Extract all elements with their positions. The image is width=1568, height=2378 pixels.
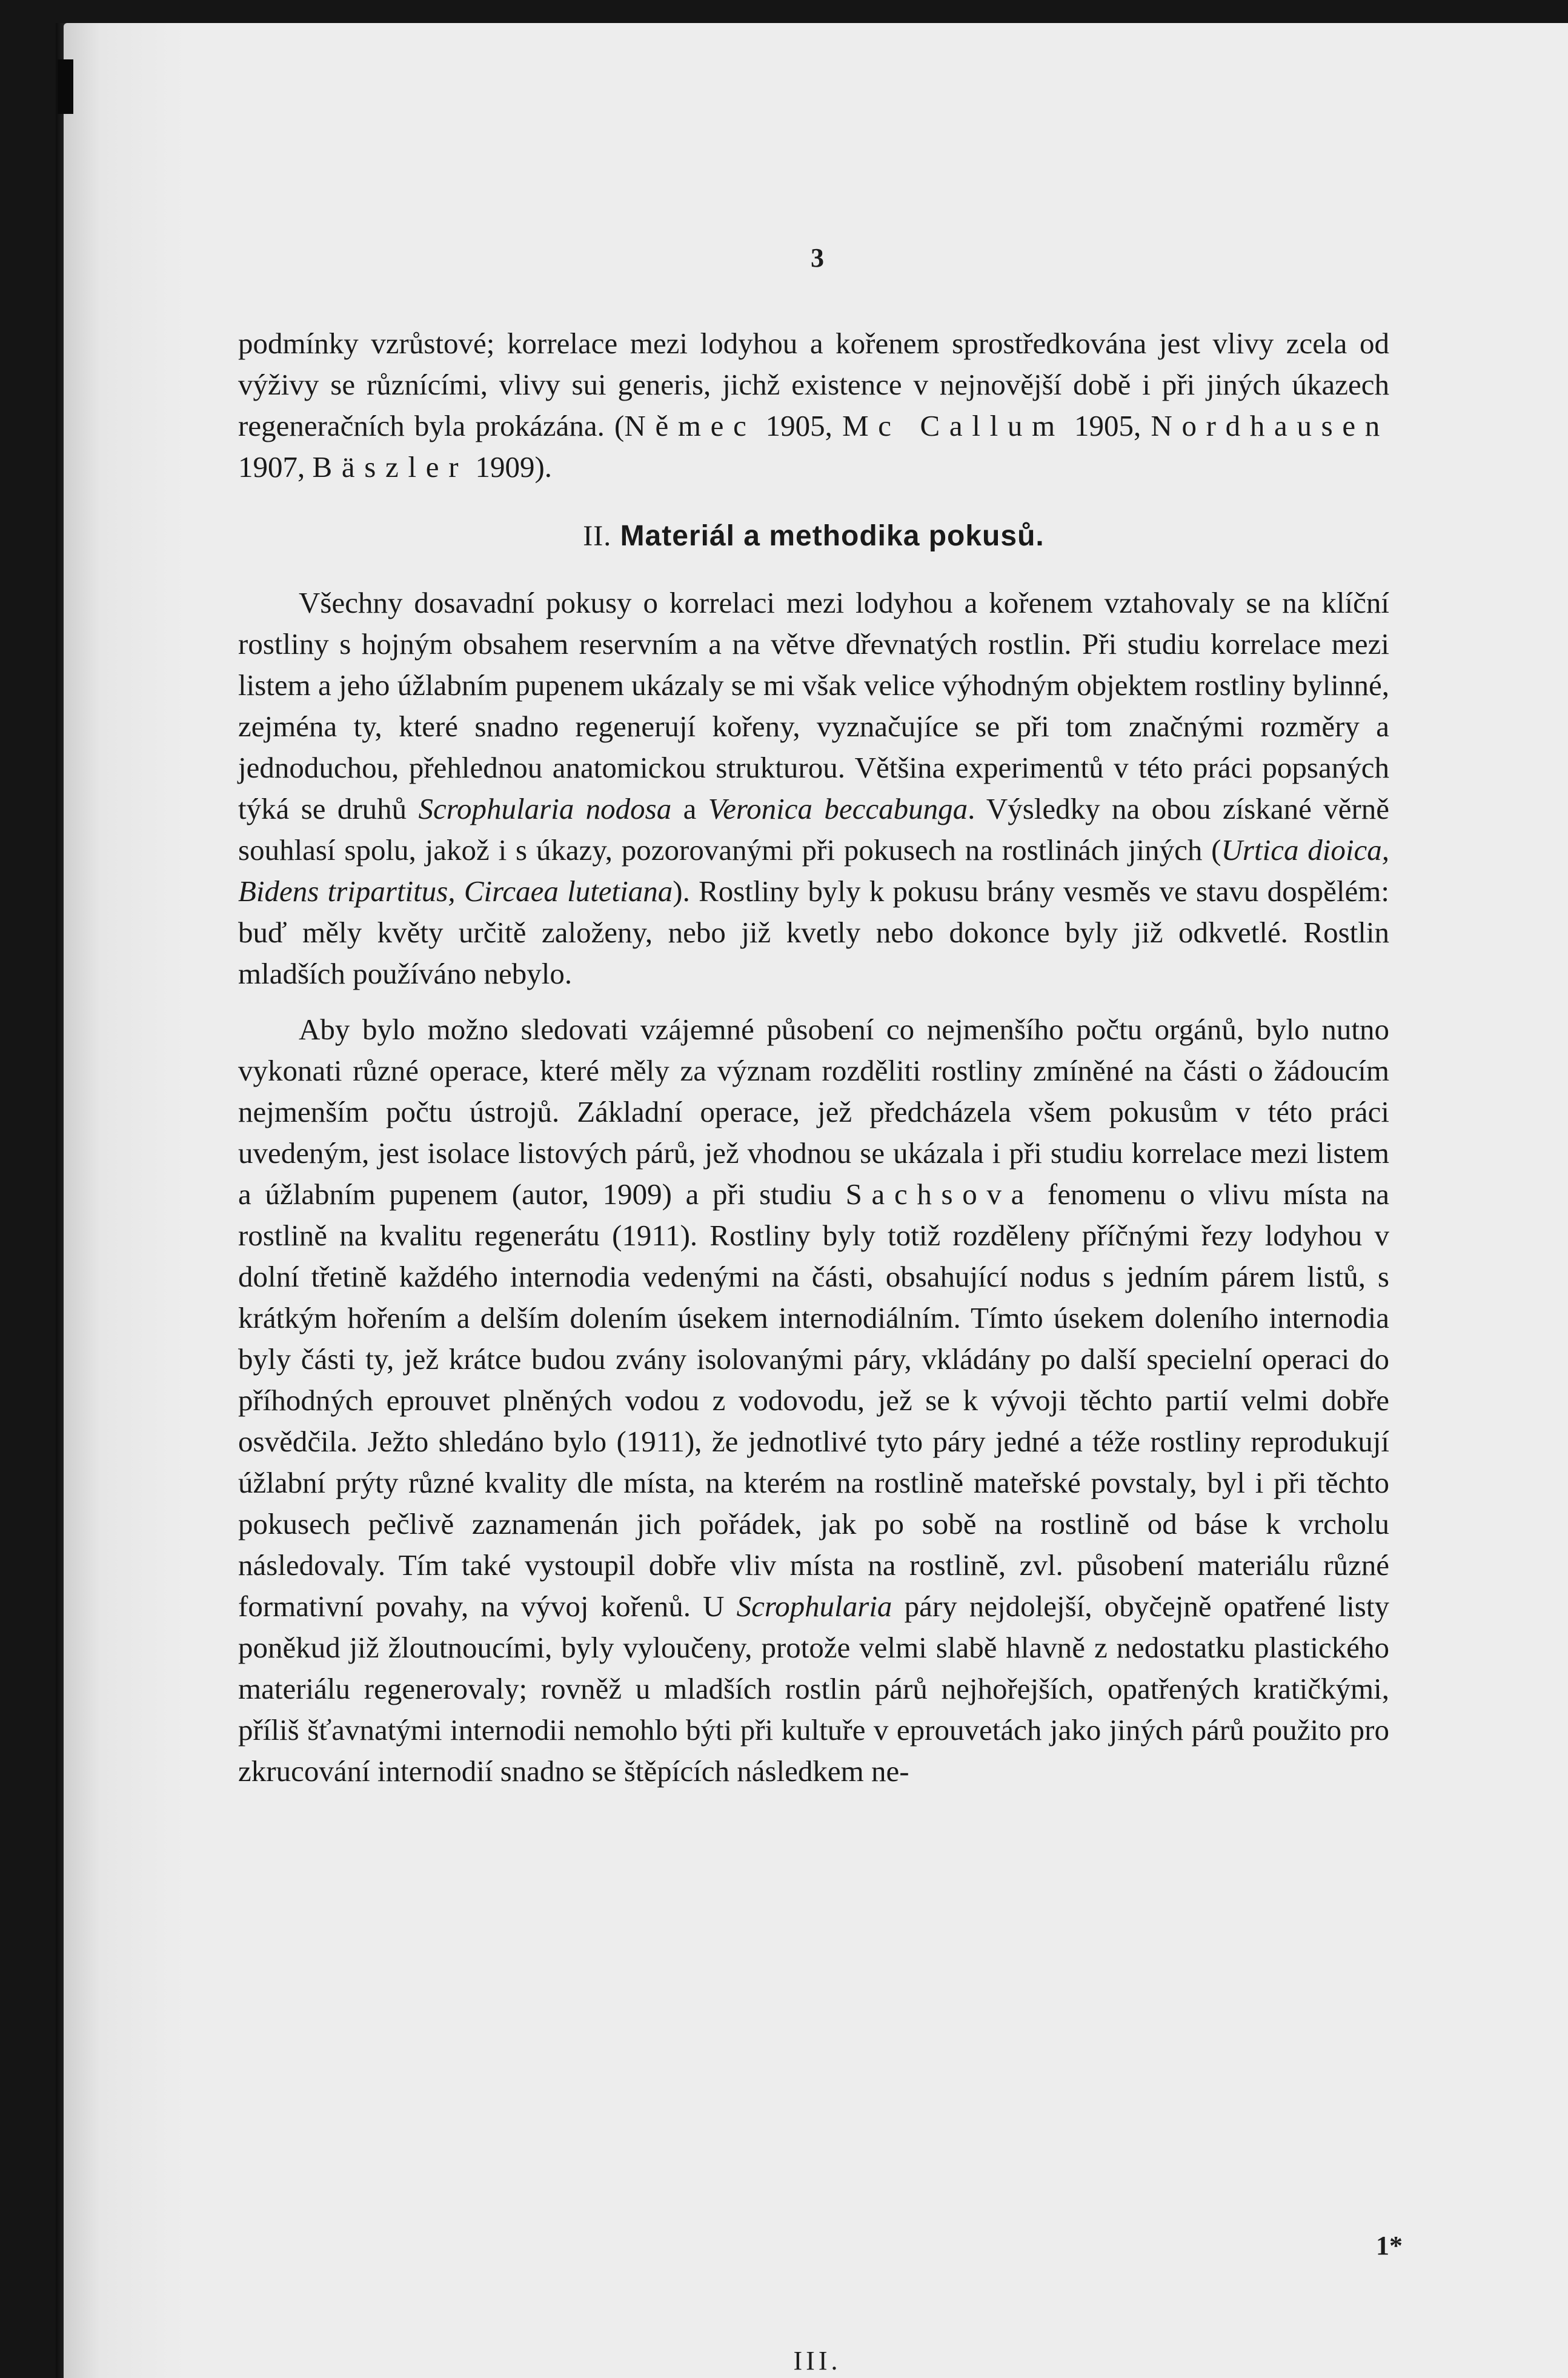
text-run: 1905, — [756, 409, 843, 442]
author-name: Němec — [624, 409, 756, 442]
species-name: Scrophularia nodosa — [418, 792, 672, 825]
author-name: Bäszler — [312, 450, 468, 484]
text-run: . Výsledky na obou získané věrně souhlasí spolu, jakož i s úkazy, pozorovanými při pokusech na rostlinách jiných ( — [238, 792, 1390, 867]
author-name: Nordhausen — [1151, 409, 1389, 442]
author-name: Sachsova — [845, 1177, 1034, 1211]
species-name: Scrophularia — [736, 1590, 892, 1623]
text-run: 1907, — [238, 450, 313, 484]
species-name: Veronica beccabunga — [708, 792, 968, 825]
species-list: Urtica dioica, Bidens tripartitus, Circaea lutetiana — [238, 833, 1389, 908]
text-run: Všechny dosavadní pokusy o korrelaci mezi lodyhou a kořenem vztahovaly se na klíční rostliny s hojným obsahem reservním a na větve dřevnatých rostlin. Při studiu korrelace mezi listem a jeho úžlabním pupenem ukázaly se mi však velice výhodným objektem rostliny bylinné, zejména ty, které snadno regenerují kořeny, vyznačujíce se při tom značnými rozměry a jednoduchou, přehlednou anatomickou strukturou. Většina experimentů v této práci popsaných týká se druhů — [238, 586, 1389, 825]
book-page — [64, 23, 1568, 2378]
body-text — [238, 323, 1389, 1792]
page-edge-mark — [58, 59, 73, 114]
paragraph-2 — [238, 582, 1389, 994]
paragraph-1 — [238, 323, 1389, 488]
text-run: podmínky vzrůstové; korrelace mezi lodyhou a kořenem sprostředkována jest vlivy zcela od výživy se různícími, vlivy sui generis, jichž existence v nejnovější době i při jiných úkazech regeneračních byla prokázána. ( — [238, 327, 1389, 442]
text-run: 1909). — [468, 450, 553, 484]
sheet-mark: III. — [793, 2346, 842, 2376]
page-number: 3 — [811, 243, 824, 273]
text-run: ). Rostliny byly k pokusu brány vesměs ve stavu dospělém: buď měly květy určitě založeny, nebo již kvetly nebo dokonce byly již odkvetlé. Rostlin mladších používáno nebylo. — [238, 874, 1389, 990]
section-title: Materiál a methodika pokusů. — [620, 520, 1045, 552]
paragraph-3 — [238, 1009, 1389, 1792]
text-run: a — [671, 792, 708, 825]
text-run: fenomenu o vlivu místa na rostlině na kvalitu regenerátu (1911). Rostliny byly totiž rozděleny příčnými řezy lodyhou v dolní třetině každého internodia vedenými na části, obsahující nodus s jedním párem listů, s krátkým hořením a delším dolením úsekem internodiálním. Tímto úsekem doleního internodia byly části ty, jež krátce budou zvány isolovanými páry, vkládány po další specielní operaci do příhodných eprouvet plněných vodou z vodovodu, jež se k vývoji těchto partií velmi dobře osvědčila. Ježto shledáno bylo (1911), že jednotlivé tyto páry jedné a téže rostliny reprodukují úžlabní prýty různé kvality dle místa, na kterém na rostlině mateřské povstaly, byl i při těchto pokusech pečlivě zaznamenán jich pořádek, jak po sobě na rostlině od báse k vrcholu následovaly. Tím také vystoupil dobře vliv místa na rostlině, zvl. působení materiálu různé formativní povahy, na vývoj kořenů. U — [238, 1177, 1389, 1623]
section-numeral: II. — [583, 520, 612, 552]
text-run: 1905, — [1064, 409, 1151, 442]
text-run: páry nejdolejší, obyčejně opatřené listy poněkud již žloutnoucími, byly vyloučeny, protože velmi slabě hlavně z nedostatku plastického materiálu regenerovaly; rovněž u mladších rostlin párů nejhořejších, opatřených kratičkými, příliš šťavnatými internodii nemohlo býti při kultuře v eprouvetách jako jiných párů použito pro zkrucování internodií snadno se štěpících následkem ne- — [238, 1590, 1389, 1788]
signature-mark: 1* — [1376, 2231, 1403, 2260]
text-run: Aby bylo možno sledovati vzájemné působení co nejmenšího počtu orgánů, bylo nutno vykonati různé operace, které měly za význam rozděliti rostliny zmíněné na části o žádoucím nejmenším počtu ústrojů. Základní operace, jež předcházela všem pokusům v této práci uvedeným, jest isolace listových párů, jež vhodnou se ukázala i při studiu korrelace mezi listem a úžlabním pupenem (autor, 1909) a při studiu — [238, 1013, 1389, 1211]
section-heading — [238, 516, 1389, 557]
author-name: Mc Callum — [842, 409, 1065, 442]
